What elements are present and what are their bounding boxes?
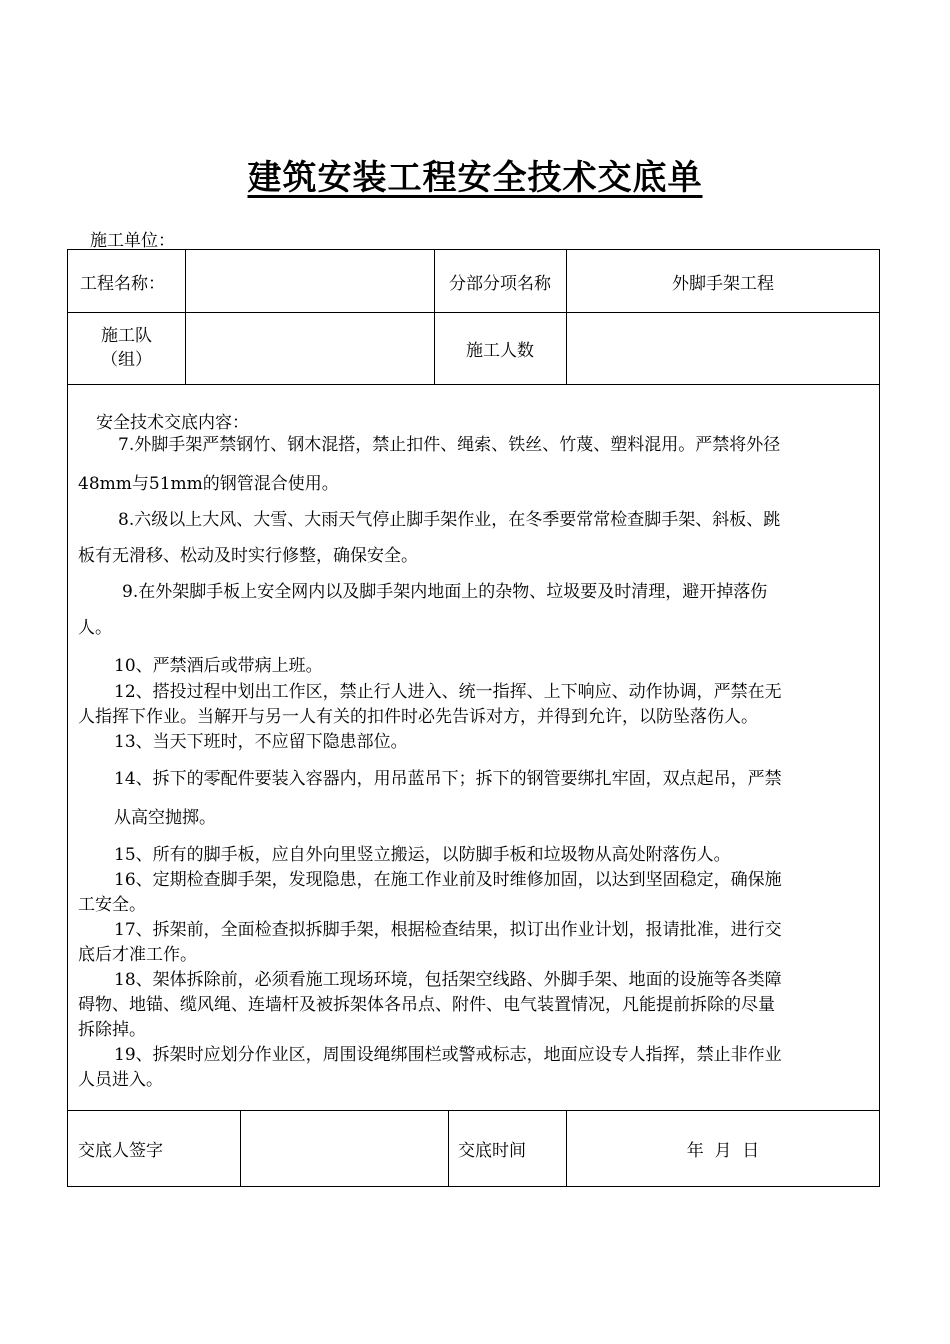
content-line: 拆除掉。 xyxy=(78,1020,146,1040)
project-name-field[interactable] xyxy=(185,250,434,312)
team-label xyxy=(68,312,185,384)
content-line: 19、拆架时应划分作业区，周围设绳绑围栏或警戒标志，地面应设专人指挥，禁止非作业 xyxy=(114,1045,782,1065)
handover-time-label: 交底时间 xyxy=(458,1141,526,1161)
project-name-label: 工程名称： xyxy=(80,273,165,294)
content-line: 14、拆下的零配件要装入容器内，用吊蓝吊下；拆下的钢管要绑扎牢固，双点起吊，严禁 xyxy=(114,769,782,789)
handover-time-field[interactable]: 年 月 日 xyxy=(686,1141,760,1161)
content-line: 13、当天下班时，不应留下隐患部位。 xyxy=(114,732,408,752)
content-line: 碍物、地锚、缆风绳、连墙杆及被拆架体各吊点、附件、电气装置情况，凡能提前拆除的尽量 xyxy=(78,995,775,1015)
safety-content-block xyxy=(78,412,873,1091)
construction-unit-label: 施工单位： xyxy=(90,231,175,251)
content-line: 人员进入。 xyxy=(78,1070,163,1090)
team-label-line1: 施工队 xyxy=(101,326,152,346)
content-line: 人指挥下作业。当解开与另一人有关的扣件时必先告诉对方，并得到允许，以防坠落伤人。 xyxy=(78,707,758,727)
content-line: 12、搭投过程中划出工作区，禁止行人进入、统一指挥、上下响应、动作协调，严禁在无 xyxy=(114,682,782,702)
worker-count-label: 施工人数 xyxy=(466,340,534,361)
content-line: 17、拆架前，全面检查拟拆脚手架，根据检查结果，拟订出作业计划，报请批准，进行交 xyxy=(114,920,782,940)
content-line: 18、架体拆除前，必须看施工现场环境，包括架空线路、外脚手架、地面的设施等各类障 xyxy=(114,970,782,990)
document-title: 建筑安装工程安全技术交底单 xyxy=(247,158,703,198)
content-line: 15、所有的脚手板，应自外向里竖立搬运，以防脚手板和垃圾物从高处附落伤人。 xyxy=(114,845,731,865)
content-line: 7.外脚手架严禁钢竹、钢木混搭，禁止扣件、绳索、铁丝、竹蔑、塑料混用。严禁将外径 xyxy=(118,435,781,455)
handover-form-table xyxy=(67,249,880,1187)
worker-count-field[interactable] xyxy=(566,312,880,384)
signer-field[interactable] xyxy=(240,1110,448,1187)
content-line: 人。 xyxy=(78,618,112,638)
column-divider xyxy=(448,1110,449,1187)
content-line: 底后才准工作。 xyxy=(78,945,197,965)
content-line: 10、严禁酒后或带病上班。 xyxy=(114,656,323,676)
row-divider xyxy=(68,384,879,385)
team-field[interactable] xyxy=(185,312,434,384)
sub-item-label: 分部分项名称 xyxy=(449,273,551,294)
team-label-line2: （组） xyxy=(101,350,152,370)
content-line: 工安全。 xyxy=(78,895,146,915)
sub-item-value[interactable]: 外脚手架工程 xyxy=(672,273,774,294)
content-line: 16、定期检查脚手架，发现隐患，在施工作业前及时维修加固，以达到坚固稳定，确保施 xyxy=(114,870,782,890)
content-line: 9.在外架脚手板上安全网内以及脚手架内地面上的杂物、垃圾要及时清理，避开掉落伤 xyxy=(122,582,768,602)
content-line: 从高空抛掷。 xyxy=(114,808,216,828)
content-heading: 安全技术交底内容： xyxy=(96,413,249,433)
content-line: 板有无滑移、松动及时实行修整，确保安全。 xyxy=(78,546,418,566)
signer-label: 交底人签字 xyxy=(78,1141,163,1161)
content-line: 48mm与51mm的钢管混合使用。 xyxy=(78,474,339,494)
content-line: 8.六级以上大风、大雪、大雨天气停止脚手架作业，在冬季要常常检查脚手架、斜板、跳 xyxy=(118,510,781,530)
